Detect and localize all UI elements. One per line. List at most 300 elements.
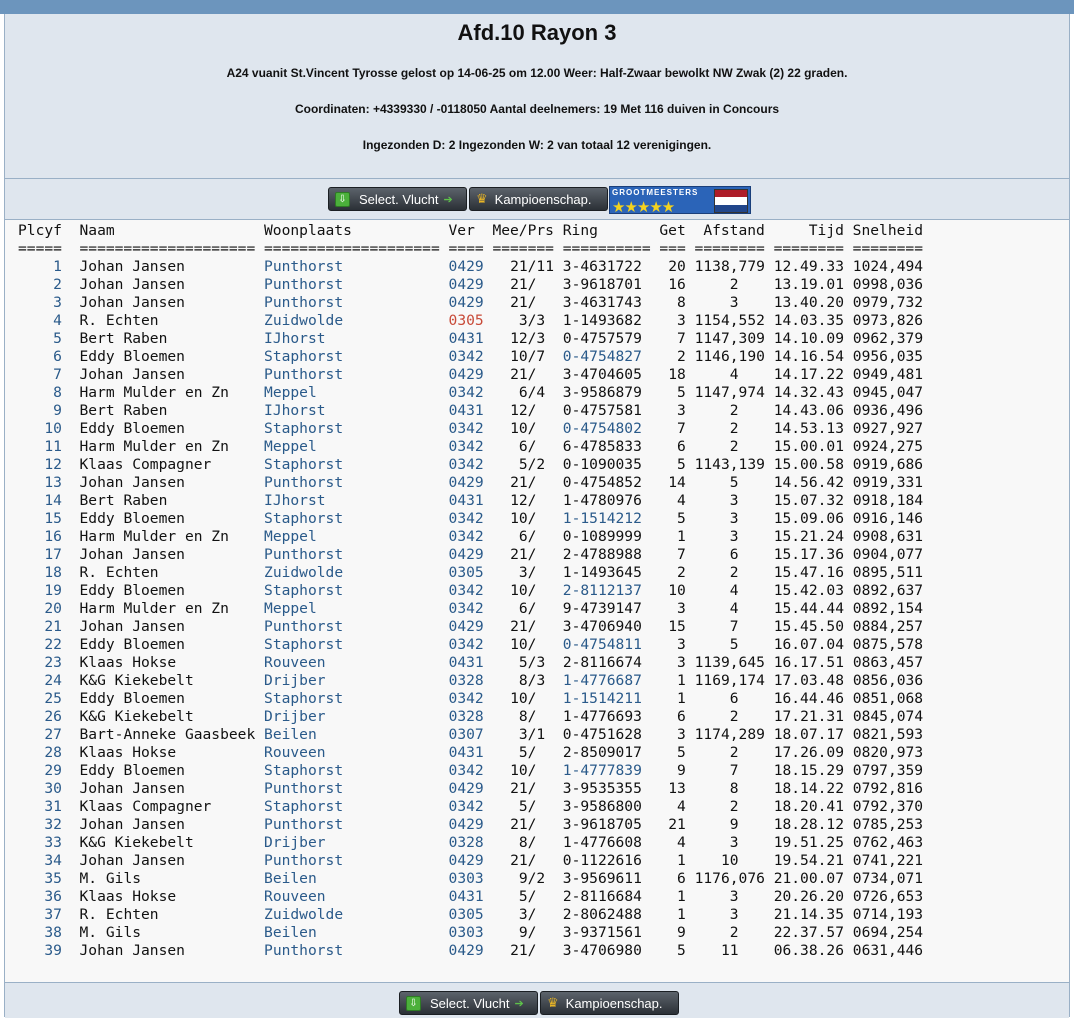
name-cell: K&G Kiekebelt (79, 834, 265, 851)
time-cell: 19.54.21 (773, 852, 844, 869)
table-row (18, 816, 923, 833)
get-cell: 2 (659, 564, 686, 581)
get-cell: 3 (659, 654, 686, 671)
time-cell: 16.44.46 (773, 690, 844, 707)
place-link[interactable]: Staphorst (264, 510, 344, 527)
rank-link[interactable]: 12 (18, 456, 62, 473)
place-link[interactable]: Staphorst (264, 456, 344, 473)
place-link[interactable]: IJhorst (264, 402, 326, 419)
ring-cell: 3-4706940 (562, 618, 642, 635)
place-link[interactable]: IJhorst (264, 492, 326, 509)
place-link[interactable]: Meppel (264, 600, 317, 617)
ring-cell: 1-4776608 (562, 834, 642, 851)
club-link[interactable]: 0303 (448, 924, 484, 941)
distance-cell: 1139,645 (694, 654, 765, 671)
ring-cell: 2-8116684 (562, 888, 642, 905)
speed-cell: 0792,370 (852, 798, 924, 815)
name-cell: R. Echten (79, 906, 265, 923)
club-link[interactable]: 0431 (448, 654, 484, 671)
club-link[interactable]: 0429 (448, 474, 484, 491)
place-link[interactable]: Punthorst (264, 942, 344, 959)
distance-cell: 2 (694, 420, 765, 437)
place-link[interactable]: Staphorst (264, 582, 344, 599)
get-cell: 15 (659, 618, 686, 635)
name-cell: Harm Mulder en Zn (79, 384, 265, 401)
time-cell: 14.43.06 (773, 402, 845, 419)
place-link[interactable]: Punthorst (264, 276, 344, 293)
dutch-flag-icon (714, 189, 748, 213)
mee-prs-cell: 21/ (492, 618, 563, 635)
rank-link[interactable]: 24 (18, 672, 62, 689)
rank-link[interactable]: 25 (18, 690, 62, 707)
rank-link[interactable]: 38 (18, 924, 62, 941)
time-cell: 15.00.01 (773, 438, 844, 455)
ring-cell: 3-9535355 (562, 780, 642, 797)
get-cell: 6 (659, 870, 686, 887)
table-row (18, 564, 923, 581)
table-row (18, 744, 923, 761)
rank-link[interactable]: 32 (18, 816, 62, 833)
club-link[interactable]: 0342 (448, 762, 484, 779)
place-link[interactable]: Drijber (264, 834, 326, 851)
rank-link[interactable]: 8 (18, 384, 62, 401)
ring-cell: 0-1090035 (562, 456, 642, 473)
get-cell: 3 (659, 312, 686, 329)
rank-link[interactable]: 6 (18, 348, 62, 365)
rank-link[interactable]: 19 (18, 582, 62, 599)
ring-cell[interactable]: 0-4754802 (562, 420, 642, 437)
grootmeesters-label: GROOTMEESTERS (612, 188, 699, 197)
name-cell: Johan Jansen (79, 780, 265, 797)
name-cell: Johan Jansen (79, 816, 265, 833)
ring-cell[interactable]: 0-4754811 (562, 636, 642, 653)
rank-link[interactable]: 2 (18, 276, 62, 293)
download-icon: ⇩ (335, 192, 350, 207)
distance-cell: 3 (694, 834, 765, 851)
place-link[interactable]: Beilen (264, 870, 317, 887)
time-cell: 18.14.22 (773, 780, 844, 797)
club-link[interactable]: 0429 (448, 276, 484, 293)
name-cell: Johan Jansen (79, 366, 265, 383)
table-row (18, 888, 923, 905)
table-row (18, 798, 923, 815)
club-link[interactable]: 0429 (448, 816, 484, 833)
place-link[interactable]: Staphorst (264, 798, 344, 815)
ring-cell[interactable]: 1-1514211 (562, 690, 642, 707)
club-link[interactable]: 0328 (448, 672, 484, 689)
table-row (18, 366, 923, 383)
table-row (18, 834, 923, 851)
club-link[interactable]: 0342 (448, 438, 484, 455)
place-link[interactable]: Punthorst (264, 258, 344, 275)
time-cell: 15.17.36 (773, 546, 844, 563)
place-link[interactable]: Punthorst (264, 618, 344, 635)
name-cell: Johan Jansen (79, 258, 265, 275)
club-link[interactable]: 0303 (448, 870, 484, 887)
ring-cell: 0-1122616 (562, 852, 642, 869)
get-cell: 21 (659, 816, 686, 833)
speed-cell: 0851,068 (852, 690, 924, 707)
club-link[interactable]: 0342 (448, 798, 484, 815)
distance-cell: 3 (694, 294, 765, 311)
ring-cell: 2-8509017 (562, 744, 642, 761)
ring-cell: 1-4776693 (562, 708, 642, 725)
ring-cell: 3-4704605 (562, 366, 642, 383)
mee-prs-cell: 21/ (492, 276, 563, 293)
club-link[interactable]: 0429 (448, 618, 484, 635)
rank-link[interactable]: 29 (18, 762, 62, 779)
get-cell: 14 (659, 474, 686, 491)
grootmeesters-banner[interactable] (609, 186, 751, 214)
place-link[interactable]: Staphorst (264, 690, 344, 707)
place-link[interactable]: Punthorst (264, 474, 344, 491)
distance-cell: 2 (694, 564, 765, 581)
distance-cell: 3 (694, 528, 765, 545)
place-link[interactable]: Beilen (264, 924, 317, 941)
ring-cell[interactable]: 1-1514212 (562, 510, 642, 527)
table-header: Plcyf Naam Woonplaats Ver Mee/Prs Ring Get Afstand Tijd Snelheid (18, 222, 923, 239)
name-cell: R. Echten (79, 312, 265, 329)
rank-link[interactable]: 23 (18, 654, 62, 671)
club-link[interactable]: 0431 (448, 492, 484, 509)
club-link[interactable]: 0328 (448, 708, 484, 725)
name-cell: Eddy Bloemen (79, 510, 265, 527)
table-row (18, 906, 923, 923)
rank-link[interactable]: 22 (18, 636, 62, 653)
place-link[interactable]: Rouveen (264, 654, 326, 671)
name-cell: Harm Mulder en Zn (79, 438, 265, 455)
rank-link[interactable]: 37 (18, 906, 62, 923)
name-cell: K&G Kiekebelt (79, 672, 265, 689)
table-row (18, 420, 923, 437)
distance-cell: 6 (694, 690, 765, 707)
rank-link[interactable]: 11 (18, 438, 62, 455)
rank-link[interactable]: 17 (18, 546, 62, 563)
rank-link[interactable]: 28 (18, 744, 62, 761)
mee-prs-cell: 8/3 (492, 672, 563, 689)
get-cell: 2 (659, 348, 686, 365)
submission-info: Ingezonden D: 2 Ingezonden W: 2 van totaal 12 verenigingen. (362, 138, 712, 152)
place-link[interactable]: Punthorst (264, 780, 344, 797)
table-row (18, 276, 923, 293)
speed-cell: 0863,457 (852, 654, 924, 671)
distance-cell: 1147,974 (694, 384, 765, 401)
crown-icon: ♛ (476, 191, 488, 206)
speed-cell: 0908,631 (852, 528, 924, 545)
place-link[interactable]: IJhorst (264, 330, 326, 347)
rank-link[interactable]: 14 (18, 492, 62, 509)
ring-cell: 3-4706980 (562, 942, 642, 959)
distance-cell: 7 (694, 618, 765, 635)
time-cell: 16.07.04 (773, 636, 844, 653)
table-row (18, 672, 923, 689)
place-link[interactable]: Punthorst (264, 294, 344, 311)
table-row (18, 942, 923, 959)
club-link[interactable]: 0342 (448, 348, 484, 365)
rank-link[interactable]: 1 (18, 258, 62, 275)
place-link[interactable]: Punthorst (264, 816, 344, 833)
table-row (18, 312, 923, 329)
table-row (18, 528, 923, 545)
mee-prs-cell: 8/ (492, 708, 563, 725)
distance-cell: 5 (694, 636, 765, 653)
speed-cell: 0919,331 (852, 474, 924, 491)
club-link[interactable]: 0429 (448, 366, 484, 383)
table-row (18, 546, 923, 563)
time-cell: 18.15.29 (773, 762, 844, 779)
speed-cell: 0927,927 (852, 420, 924, 437)
rank-link[interactable]: 13 (18, 474, 62, 491)
get-cell: 3 (659, 402, 686, 419)
championship-button-bottom[interactable] (540, 991, 679, 1015)
club-link[interactable]: 0342 (448, 600, 484, 617)
club-link[interactable]: 0429 (448, 294, 484, 311)
place-link[interactable]: Staphorst (264, 348, 344, 365)
time-cell: 14.10.09 (773, 330, 845, 347)
time-cell: 15.09.06 (773, 510, 844, 527)
ring-cell[interactable]: 0-4754827 (562, 348, 642, 365)
get-cell: 5 (659, 744, 686, 761)
rank-link[interactable]: 7 (18, 366, 62, 383)
club-link[interactable]: 0342 (448, 510, 484, 527)
get-cell: 3 (659, 726, 686, 743)
table-row (18, 726, 923, 743)
name-cell: Johan Jansen (79, 474, 265, 491)
mee-prs-cell: 3/3 (492, 312, 563, 329)
ring-cell: 1-1493645 (562, 564, 642, 581)
club-link[interactable]: 0429 (448, 546, 484, 563)
name-cell: M. Gils (79, 870, 265, 887)
club-link[interactable]: 0431 (448, 402, 484, 419)
time-cell: 06.38.26 (773, 942, 844, 959)
speed-cell: 0979,732 (852, 294, 924, 311)
mee-prs-cell: 10/ (492, 762, 563, 779)
distance-cell: 6 (694, 546, 765, 563)
club-link[interactable]: 0305 (448, 906, 484, 923)
speed-cell: 0904,077 (852, 546, 924, 563)
table-row (18, 384, 923, 401)
name-cell: Johan Jansen (79, 852, 265, 869)
speed-cell: 0845,074 (852, 708, 924, 725)
name-cell: Johan Jansen (79, 618, 265, 635)
select-flight-button-bottom[interactable] (399, 991, 538, 1015)
place-link[interactable]: Zuidwolde (264, 906, 344, 923)
distance-cell: 1146,190 (694, 348, 765, 365)
mee-prs-cell: 6/4 (492, 384, 563, 401)
speed-cell: 0714,193 (852, 906, 924, 923)
rank-link[interactable]: 26 (18, 708, 62, 725)
table-row (18, 870, 923, 887)
get-cell: 1 (659, 528, 686, 545)
mee-prs-cell: 3/ (492, 906, 563, 923)
rank-link[interactable]: 15 (18, 510, 62, 527)
club-link[interactable]: 0431 (448, 888, 484, 905)
speed-cell: 0924,275 (852, 438, 924, 455)
place-link[interactable]: Rouveen (264, 744, 326, 761)
place-link[interactable]: Meppel (264, 528, 317, 545)
place-link[interactable]: Meppel (264, 384, 317, 401)
rank-link[interactable]: 9 (18, 402, 62, 419)
rank-link[interactable]: 20 (18, 600, 62, 617)
name-cell: Bert Raben (79, 492, 265, 509)
club-link[interactable]: 0305 (448, 312, 484, 329)
place-link[interactable]: Meppel (264, 438, 317, 455)
rank-link[interactable]: 3 (18, 294, 62, 311)
club-link[interactable]: 0305 (448, 564, 484, 581)
ring-cell[interactable]: 1-4776687 (562, 672, 642, 689)
rank-link[interactable]: 5 (18, 330, 62, 347)
time-cell: 15.44.44 (773, 600, 844, 617)
place-link[interactable]: Punthorst (264, 366, 344, 383)
distance-cell: 7 (694, 762, 765, 779)
time-cell: 21.00.07 (773, 870, 844, 887)
place-link[interactable]: Staphorst (264, 420, 344, 437)
mee-prs-cell: 21/ (492, 852, 563, 869)
place-link[interactable]: Drijber (264, 672, 326, 689)
coordinates-info: Coordinaten: +4339330 / -0118050 Aantal deelnemers: 19 Met 116 duiven in Concours (294, 102, 780, 116)
stars-icon: ★★★★★ (612, 199, 675, 216)
ring-cell: 3-9569611 (562, 870, 642, 887)
place-link[interactable]: Drijber (264, 708, 326, 725)
club-link[interactable]: 0342 (448, 582, 484, 599)
speed-cell: 0821,593 (852, 726, 924, 743)
place-link[interactable]: Zuidwolde (264, 564, 344, 581)
rank-link[interactable]: 4 (18, 312, 62, 329)
speed-cell: 0916,146 (852, 510, 924, 527)
table-row (18, 438, 923, 455)
place-link[interactable]: Punthorst (264, 852, 344, 869)
right-border (1069, 14, 1070, 1017)
get-cell: 9 (659, 762, 686, 779)
ring-cell[interactable]: 1-4777839 (562, 762, 642, 779)
get-cell: 4 (659, 798, 686, 815)
rank-link[interactable]: 27 (18, 726, 62, 743)
time-cell: 22.37.57 (773, 924, 844, 941)
mee-prs-cell: 5/3 (492, 654, 563, 671)
time-cell: 13.40.20 (773, 294, 844, 311)
select-flight-button[interactable] (328, 187, 467, 211)
speed-cell: 0762,463 (852, 834, 924, 851)
rank-link[interactable]: 10 (18, 420, 62, 437)
table-row (18, 780, 923, 797)
club-link[interactable]: 0342 (448, 420, 484, 437)
distance-cell: 1143,139 (694, 456, 765, 473)
table-row (18, 474, 923, 491)
place-link[interactable]: Staphorst (264, 762, 344, 779)
speed-cell: 0918,184 (852, 492, 924, 509)
mee-prs-cell: 21/ (492, 942, 563, 959)
get-cell: 1 (659, 852, 686, 869)
distance-cell: 1138,779 (694, 258, 765, 275)
speed-cell: 0884,257 (852, 618, 924, 635)
ring-cell: 3-4631722 (562, 258, 642, 275)
rank-link[interactable]: 31 (18, 798, 62, 815)
club-link[interactable]: 0429 (448, 852, 484, 869)
name-cell: Johan Jansen (79, 942, 265, 959)
table-row (18, 852, 923, 869)
rank-link[interactable]: 30 (18, 780, 62, 797)
get-cell: 4 (659, 492, 686, 509)
ring-cell: 2-8116674 (562, 654, 642, 671)
distance-cell: 4 (694, 600, 765, 617)
get-cell: 10 (659, 582, 686, 599)
club-link[interactable]: 0429 (448, 258, 484, 275)
select-flight-label: Select. Vlucht (430, 995, 510, 1011)
club-link[interactable]: 0342 (448, 690, 484, 707)
time-cell: 15.07.32 (773, 492, 845, 509)
time-cell: 18.07.17 (773, 726, 844, 743)
place-link[interactable]: Beilen (264, 726, 317, 743)
distance-cell: 2 (694, 438, 765, 455)
table-row (18, 636, 923, 653)
club-link[interactable]: 0431 (448, 330, 484, 347)
name-cell: Eddy Bloemen (79, 762, 265, 779)
get-cell: 20 (659, 258, 686, 275)
mee-prs-cell: 21/ (492, 366, 563, 383)
distance-cell: 1147,309 (694, 330, 765, 347)
place-link[interactable]: Punthorst (264, 546, 344, 563)
rank-link[interactable]: 33 (18, 834, 62, 851)
ring-cell[interactable]: 2-8112137 (562, 582, 642, 599)
rank-link[interactable]: 16 (18, 528, 62, 545)
select-flight-label: Select. Vlucht (359, 191, 439, 207)
club-link[interactable]: 0429 (448, 780, 484, 797)
name-cell: Eddy Bloemen (79, 582, 265, 599)
time-cell: 14.53.13 (773, 420, 844, 437)
club-link[interactable]: 0429 (448, 942, 484, 959)
place-link[interactable]: Staphorst (264, 636, 344, 653)
distance-cell: 1174,289 (694, 726, 765, 743)
club-link[interactable]: 0307 (448, 726, 484, 743)
name-cell: Eddy Bloemen (79, 348, 265, 365)
club-link[interactable]: 0342 (448, 528, 484, 545)
name-cell: Klaas Hokse (79, 654, 265, 671)
rank-link[interactable]: 36 (18, 888, 62, 905)
speed-cell: 0856,036 (852, 672, 924, 689)
distance-cell: 3 (694, 510, 765, 527)
club-link[interactable]: 0342 (448, 636, 484, 653)
mee-prs-cell: 12/ (492, 492, 563, 509)
speed-cell: 0820,973 (852, 744, 924, 761)
get-cell: 3 (659, 600, 686, 617)
get-cell: 5 (659, 384, 686, 401)
get-cell: 1 (659, 672, 686, 689)
championship-button[interactable] (469, 187, 608, 211)
name-cell: Johan Jansen (79, 276, 265, 293)
place-link[interactable]: Rouveen (264, 888, 326, 905)
place-link[interactable]: Zuidwolde (264, 312, 344, 329)
club-link[interactable]: 0431 (448, 744, 484, 761)
distance-cell: 2 (694, 402, 765, 419)
mee-prs-cell: 5/ (492, 888, 563, 905)
club-link[interactable]: 0342 (448, 456, 484, 473)
mee-prs-cell: 21/ (492, 294, 563, 311)
rank-link[interactable]: 21 (18, 618, 62, 635)
rank-link[interactable]: 34 (18, 852, 62, 869)
club-link[interactable]: 0342 (448, 384, 484, 401)
club-link[interactable]: 0328 (448, 834, 484, 851)
rank-link[interactable]: 18 (18, 564, 62, 581)
rank-link[interactable]: 39 (18, 942, 62, 959)
speed-cell: 0726,653 (852, 888, 924, 905)
table-row (18, 924, 923, 941)
rank-link[interactable]: 35 (18, 870, 62, 887)
ring-cell: 0-4754852 (562, 474, 642, 491)
distance-cell: 2 (694, 924, 765, 941)
table-row (18, 654, 923, 671)
time-cell: 17.03.48 (773, 672, 845, 689)
download-icon: ⇩ (406, 996, 421, 1011)
